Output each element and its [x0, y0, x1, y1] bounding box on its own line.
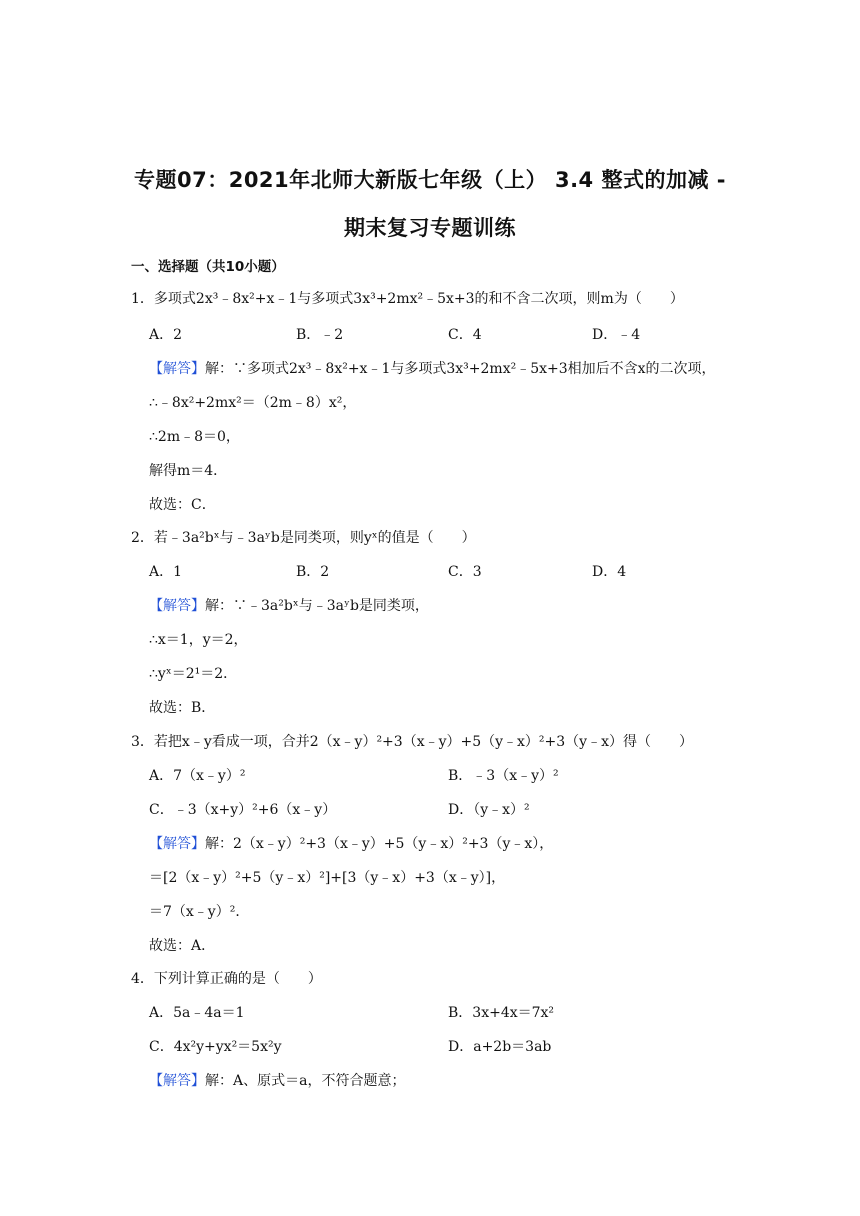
q3-answer-tag: 【解答】: [149, 836, 205, 852]
q4-option-c: C．4x²y+yx²＝5x²y: [149, 1039, 282, 1055]
q4-option-b: B．3x+4x＝7x²: [448, 1005, 555, 1021]
q3-solution-line-2: ＝[2（x﹣y）²+5（y﹣x）²]+[3（y﹣x）+3（x﹣y）]，: [149, 870, 506, 886]
q2-stem-text: 若﹣3a²bˣ与﹣3aʸb是同类项，则yˣ的值是（ ）: [153, 530, 476, 546]
q2-option-b: B．2: [296, 564, 330, 580]
q3-solution-line-4: 故选：A．: [149, 938, 216, 954]
q1-option-d: D．﹣4: [592, 327, 641, 343]
q2-solution-line-1: 【解答】解：∵﹣3a²bˣ与﹣3aʸb是同类项，: [149, 598, 429, 614]
q1-solution-line-1: 【解答】解：∵多项式2x³﹣8x²+x﹣1与多项式3x³+2mx²﹣5x+3相加后不含x的二次项，: [149, 361, 716, 377]
q1-solution-line-4: 解得m＝4．: [149, 463, 228, 479]
q3-option-a: A．7（x﹣y）²: [149, 768, 246, 784]
q3-solution-line-1: 【解答】解：2（x﹣y）²+3（x﹣y）+5（y﹣x）²+3（y﹣x），: [149, 836, 554, 852]
q3-number: 3．: [131, 734, 154, 750]
section-heading: 一、选择题（共10小题）: [131, 259, 285, 275]
document-title-line2: 期末复习专题训练: [344, 216, 516, 240]
q4-answer-tag: 【解答】: [149, 1073, 205, 1089]
q1-option-c: C．4: [448, 327, 482, 343]
q2-answer-tag: 【解答】: [149, 598, 205, 614]
q1-answer-tag: 【解答】: [149, 361, 205, 377]
q3-option-c: C．﹣3（x+y）²+6（x﹣y）: [149, 802, 337, 818]
q1-stem: [131, 290, 684, 308]
q1-solution-line-3: ∴2m﹣8＝0，: [149, 429, 240, 445]
q3-stem-text: 若把x﹣y看成一项，合并2（x﹣y）²+3（x﹣y）+5（y﹣x）²+3（y﹣x）得（ ）: [153, 734, 693, 750]
q1-solution-line-5: 故选：C．: [149, 497, 216, 513]
q4-stem: [131, 970, 322, 988]
q2-option-d: D．4: [592, 564, 627, 580]
q2-option-a: A．1: [149, 564, 183, 580]
q4-solution-line-1: 【解答】解：A、原式＝a，不符合题意；: [149, 1073, 406, 1089]
q1-option-b: B．﹣2: [296, 327, 344, 343]
document-title-line1: 专题07：2021年北师大新版七年级（上） 3.4 整式的加减 -: [133, 168, 727, 192]
q2-solution-line-3: ∴yˣ＝2¹＝2．: [149, 666, 238, 682]
q2-solution-line-4: 故选：B．: [149, 700, 216, 716]
q3-option-b: B．﹣3（x﹣y）²: [448, 768, 559, 784]
q1-option-a: A．2: [149, 327, 183, 343]
q1-number: 1．: [131, 291, 154, 307]
q3-solution-line-3: ＝7（x﹣y）²．: [149, 904, 250, 920]
q4-stem-text: 下列计算正确的是（ ）: [153, 971, 322, 987]
q2-number: 2．: [131, 530, 154, 546]
q4-option-d: D．a+2b＝3ab: [448, 1039, 552, 1055]
q4-number: 4．: [131, 971, 154, 987]
q2-solution-line-2: ∴x＝1，y＝2，: [149, 632, 248, 648]
q1-stem-text: 多项式2x³﹣8x²+x﹣1与多项式3x³+2mx²﹣5x+3的和不含二次项，则m为（ ）: [153, 291, 684, 307]
q3-stem: [131, 733, 693, 751]
q2-stem: [131, 529, 476, 547]
q1-solution-line-2: ∴﹣8x²+2mx²＝（2m﹣8）x²，: [149, 395, 357, 411]
q4-option-a: A．5a﹣4a＝1: [149, 1005, 245, 1021]
q3-option-d: D．（y﹣x）²: [448, 802, 530, 818]
q2-option-c: C．3: [448, 564, 482, 580]
